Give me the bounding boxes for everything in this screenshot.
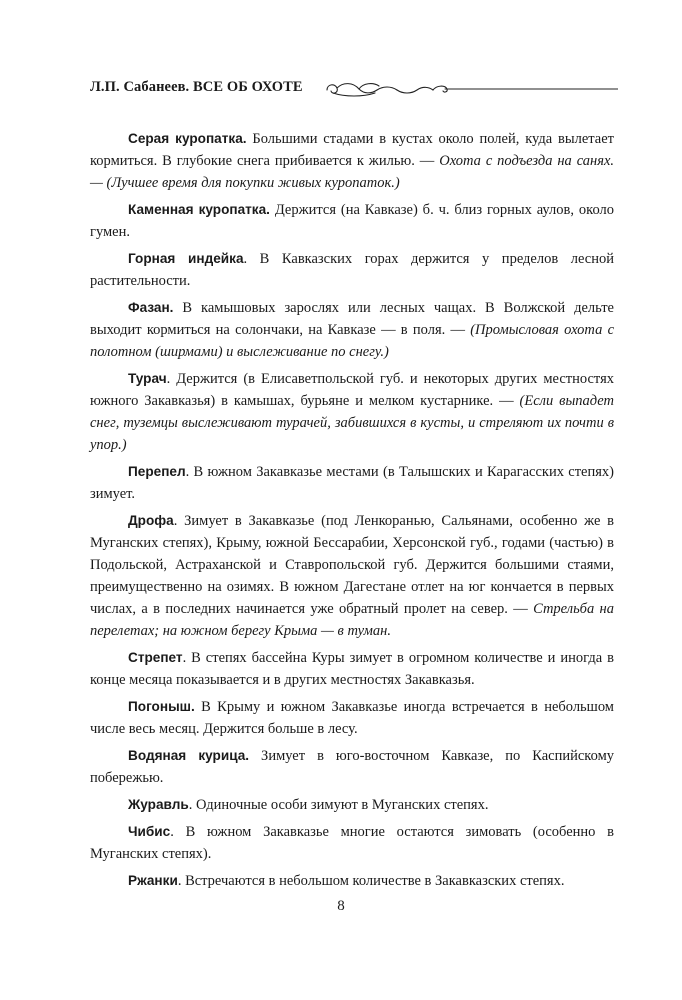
entry-text: . В Кавказских горах держится у пределов лесной растительности.	[90, 251, 614, 289]
entry-text: . В южном Закавказье многие остаются зимовать (особенно в Муганских степях).	[90, 824, 614, 862]
entry-note: (Если выпадет снег, туземцы выслеживают турачей, забившихся в кусты, и стреляют их почти в упор.)	[90, 393, 614, 453]
entry-note: Стрельба на перелетах; на южном берегу Крыма — в туман.	[90, 601, 614, 639]
entry-text: . Зимует в Закавказье (под Ленкоранью, Сальянами, особенно же в Муганских степях), Крыму, южной Бессарабии, Херсонской губ., годами (частью) в Подольской, Астраханской и Ставропольской губ. Держится большими стаями, преимущественно на озимях. В южном Дагестане отлет на юг кончается в первых числах, а в последних начинается уже обратный пролет на север. —	[90, 513, 614, 617]
entry-term: Серая куропатка.	[128, 131, 247, 146]
entry-term: Турач	[128, 371, 167, 386]
entry-pheasant	[90, 297, 614, 363]
flourish-ornament-icon	[323, 78, 618, 100]
entry-lapwing	[90, 821, 614, 865]
entry-snowcock	[90, 248, 614, 292]
entry-term: Дрофа	[128, 513, 174, 528]
entry-text: . Встречаются в небольшом количестве в Закавказских степях.	[177, 873, 565, 889]
entry-term: Горная индейка	[128, 251, 244, 266]
running-title: Л.П. Сабанеев. ВСЕ ОБ ОХОТЕ	[90, 79, 303, 95]
entry-term: Перепел	[128, 464, 186, 479]
entry-term: Каменная куропатка.	[128, 202, 270, 217]
entry-text: Держится (на Кавказе) б. ч. близ горных аулов, около гумен.	[90, 202, 614, 240]
entry-term: Стрепет	[128, 650, 183, 665]
entry-text: Большими стадами в кустах около полей, куда вылетает кормиться. В глубокие снега прибивается к жилью. —	[90, 131, 615, 169]
running-header	[90, 78, 618, 102]
entry-term: Погоныш.	[128, 699, 195, 714]
entry-francolin	[90, 368, 614, 456]
entry-quail	[90, 461, 614, 505]
entry-rock-partridge	[90, 199, 614, 243]
entry-text: В камышовых зарослях или лесных чащах. В Волжской дельте выходит кормиться на солончаки, на Кавказе — в поля. —	[90, 300, 614, 338]
entry-term: Водяная курица.	[128, 748, 250, 763]
entry-text: . В южном Закавказье местами (в Талышских и Карагасских степях) зимует.	[90, 464, 614, 502]
entry-term: Чибис	[128, 824, 171, 839]
entry-note: (Промысловая охота с полотном (ширмами) и выслеживание по снегу.)	[90, 322, 615, 360]
entry-text: . Держится (в Елисаветпольской губ. и некоторых других местностях южного Закавказья) в камышах, бурьяне и мелком кустарнике. —	[90, 371, 614, 409]
entry-term: Журавль	[128, 797, 189, 812]
entry-moorhen	[90, 745, 614, 789]
entry-text: Зимует в юго-восточном Кавказе, по Каспийскому побережью.	[90, 748, 614, 786]
entry-term: Ржанки	[128, 873, 178, 888]
entry-text: . Одиночные особи зимуют в Муганских степях.	[188, 797, 489, 813]
entry-crake	[90, 696, 614, 740]
entry-note: Охота с подъезда на санях. — (Лучшее время для покупки живых куропаток.)	[90, 153, 615, 191]
entry-great-bustard	[90, 510, 614, 642]
entry-crane	[90, 794, 614, 816]
entry-little-bustard	[90, 647, 614, 691]
entry-term: Фазан.	[128, 300, 174, 315]
entry-plovers	[90, 870, 614, 892]
entry-text: В Крыму и южном Закавказье иногда встречается в небольшом числе весь месяц. Держится больше в лесу.	[90, 699, 614, 737]
entry-grey-partridge	[90, 128, 614, 194]
page-number: 8	[337, 898, 345, 914]
entry-text: . В степях бассейна Куры зимует в огромном количестве и иногда в конце месяца показывается и в других местностях Закавказья.	[90, 650, 614, 688]
page-body	[90, 128, 614, 897]
